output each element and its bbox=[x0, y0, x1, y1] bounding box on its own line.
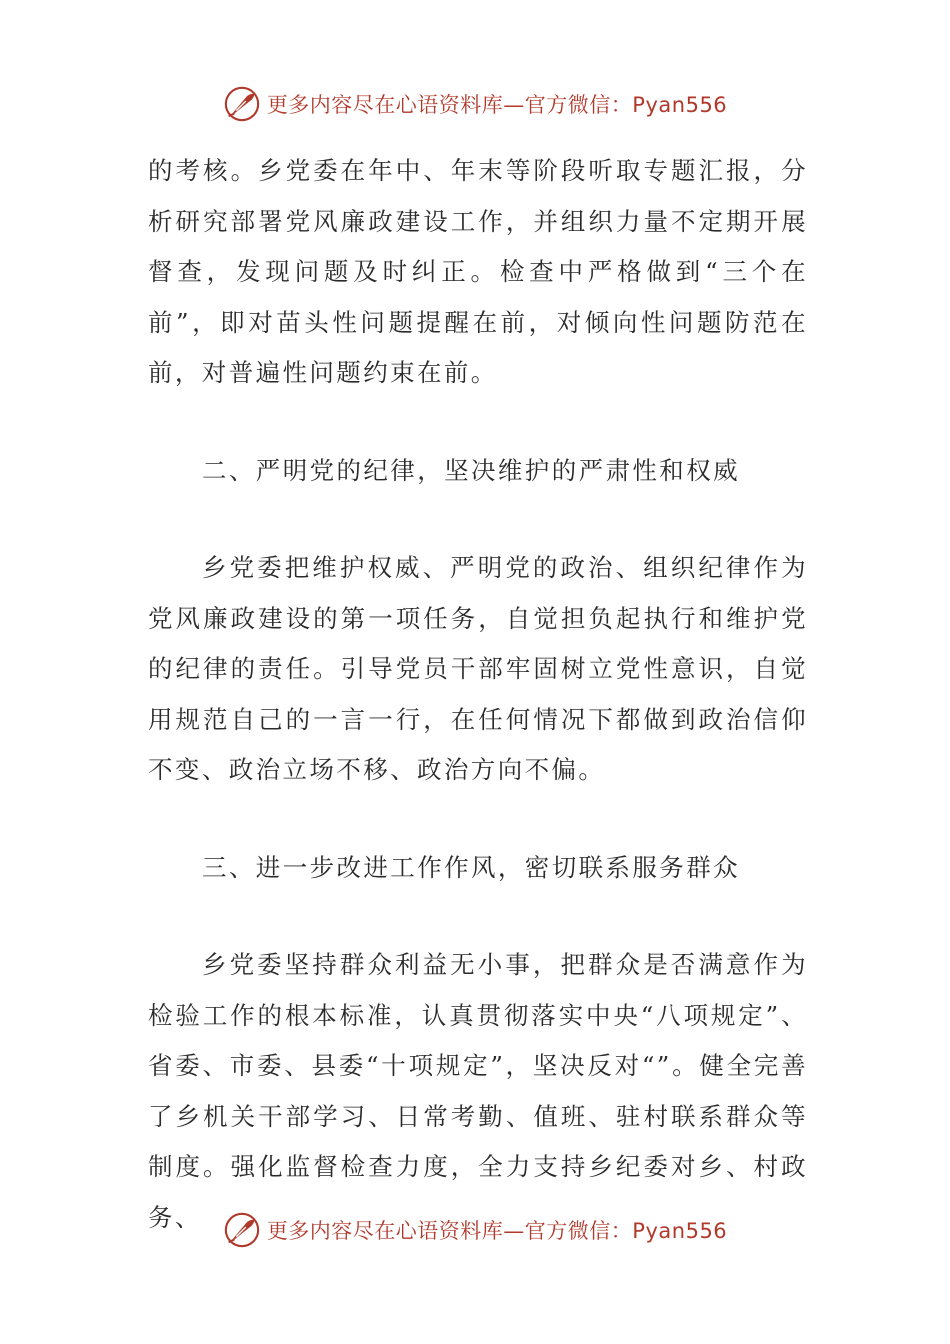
watermark-text: 更多内容尽在心语资料库—官方微信：Pyan556 bbox=[266, 93, 728, 117]
document-body bbox=[148, 146, 808, 1243]
quill-logo-icon bbox=[223, 1211, 261, 1249]
section-heading-3: 三、进一步改进工作作风，密切联系服务群众 bbox=[202, 852, 740, 882]
paragraph-2: 乡党委把维护权威、严明党的政治、组织纪律作为党风廉政建设的第一项任务，自觉担负起执行和维护党的纪律的责任。引导党员干部牢固树立党性意识，自觉用规范自己的一言一行，在任何情况下都做到政治信仰不变、政治立场不移、政治方向不偏。 bbox=[148, 553, 808, 784]
section-heading-2: 二、严明党的纪律，坚决维护的严肃性和权威 bbox=[202, 455, 740, 485]
watermark-text: 更多内容尽在心语资料库—官方微信：Pyan556 bbox=[266, 1219, 728, 1243]
footer-watermark bbox=[0, 1208, 950, 1252]
paragraph-1: 的考核。乡党委在年中、年末等阶段听取专题汇报，分析研究部署党风廉政建设工作，并组织力量不定期开展督查，发现问题及时纠正。检查中严格做到“三个在前”，即对苗头性问题提醒在前，对倾向性问题防范在前，对普遍性问题约束在前。 bbox=[148, 156, 808, 387]
header-watermark bbox=[0, 82, 950, 126]
quill-logo-icon bbox=[223, 85, 261, 123]
paragraph-3: 乡党委坚持群众利益无小事，把群众是否满意作为检验工作的根本标准，认真贯彻落实中央“八项规定”、省委、市委、县委“十项规定”，坚决反对“”。健全完善了乡机关干部学习、日常考勤、值班、驻村联系群众等制度。强化监督检查力度，全力支持乡纪委对乡、村政务、 bbox=[148, 950, 808, 1232]
